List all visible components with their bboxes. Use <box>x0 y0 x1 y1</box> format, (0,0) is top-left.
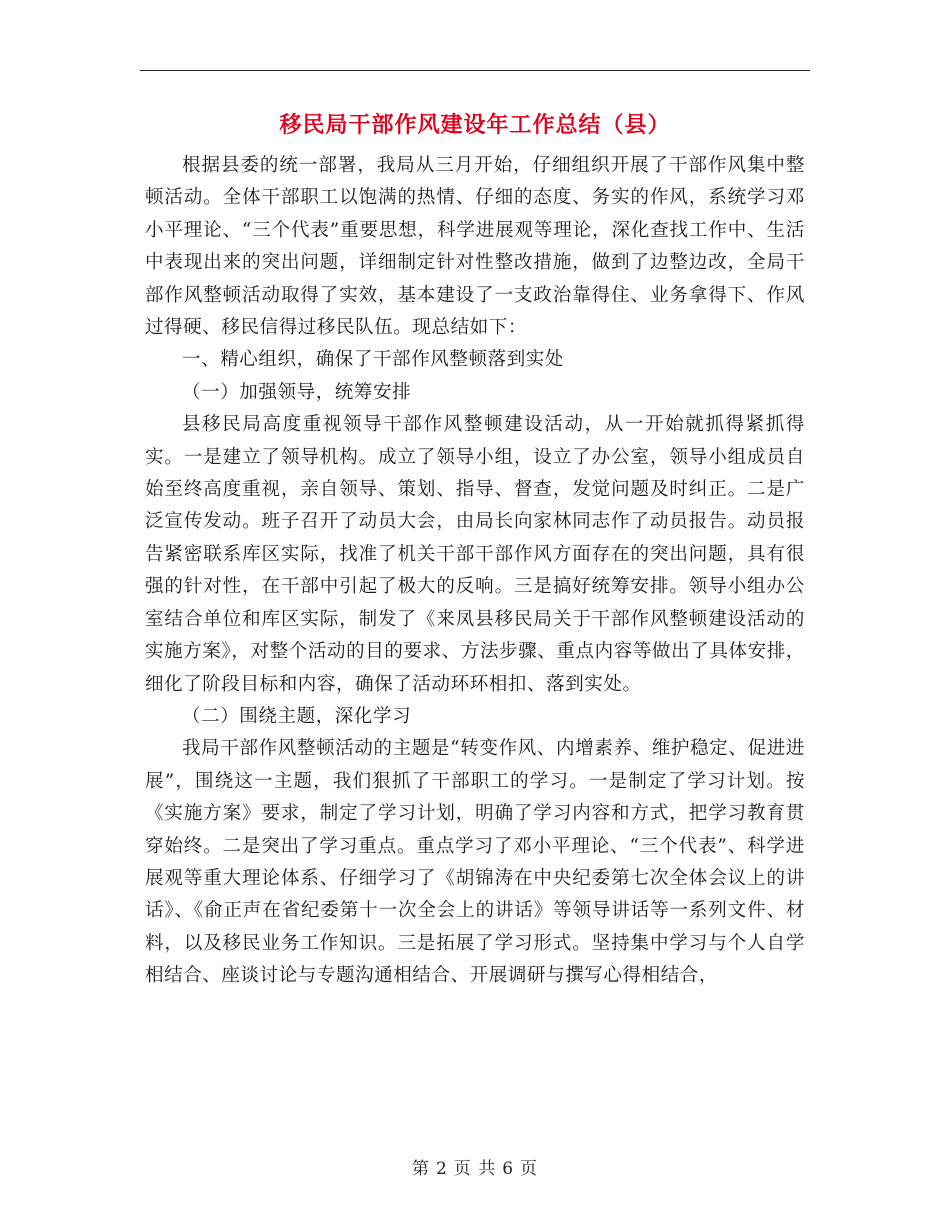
subsection-heading-2: （二）围绕主题，深化学习 <box>182 705 412 727</box>
page-total: 6 <box>502 1159 515 1179</box>
page-number: 2 <box>435 1159 448 1179</box>
header-rule <box>140 70 810 71</box>
document-body <box>145 150 805 993</box>
intro-paragraph: 根据县委的统一部署，我局从三月开始，仔细组织开展了干部作风集中整顿活动。全体干部职工以饱满的热情、仔细的态度、务实的作风，系统学习邓小平理论、“三个代表”重要思想，科学进展观等理论，深化查找工作中、生活中表现出来的突出问题，详细制定针对性整改措施，做到了边整边改，全局干部作风整顿活动取得了实效，基本建设了一支政治靠得住、业务拿得下、作风过得硬、移民信得过移民队伍。现总结如下： <box>145 155 805 339</box>
page-footer <box>0 1154 950 1179</box>
section-heading-1: 一、精心组织，确保了干部作风整顿落到实处 <box>182 349 565 371</box>
footer-prefix: 第 <box>411 1159 430 1179</box>
footer-middle: 页 共 <box>453 1159 497 1179</box>
leadership-paragraph: 县移民局高度重视领导干部作风整顿建设活动，从一开始就抓得紧抓得实。一是建立了领导机构。成立了领导小组，设立了办公室，领导小组成员自始至终高度重视，亲自领导、策划、指导、督查，发觉问题及时纠正。二是广泛宣传发动。班子召开了动员大会，由局长向家林同志作了动员报告。动员报告紧密联系库区实际，找准了机关干部干部作风方面存在的突出问题，具有很强的针对性，在干部中引起了极大的反响。三是搞好统筹安排。领导小组办公室结合单位和库区实际，制发了《来凤县移民局关于干部作风整顿建设活动的实施方案》，对整个活动的目的要求、方法步骤、重点内容等做出了具体安排，细化了阶段目标和内容，确保了活动环环相扣、落到实处。 <box>145 414 805 695</box>
subsection-heading-1: （一）加强领导，统筹安排 <box>182 381 412 403</box>
footer-suffix: 页 <box>520 1159 539 1179</box>
document-title: 移民局干部作风建设年工作总结（县） <box>279 112 671 138</box>
study-paragraph: 我局干部作风整顿活动的主题是“转变作风、内增素养、维护稳定、促进进展”，围绕这一主题，我们狠抓了干部职工的学习。一是制定了学习计划。按《实施方案》要求，制定了学习计划，明确了学习内容和方式，把学习教育贯穿始终。二是突出了学习重点。重点学习了邓小平理论、“三个代表”、科学进展观等重大理论体系、仔细学习了《胡锦涛在中央纪委第七次全体会议上的讲话》、《俞正声在省纪委第十一次全会上的讲话》等领导讲话等一系列文件、材料，以及移民业务工作知识。三是拓展了学习形式。坚持集中学习与个人自学相结合、座谈讨论与专题沟通相结合、开展调研与撰写心得相结合， <box>145 738 805 987</box>
